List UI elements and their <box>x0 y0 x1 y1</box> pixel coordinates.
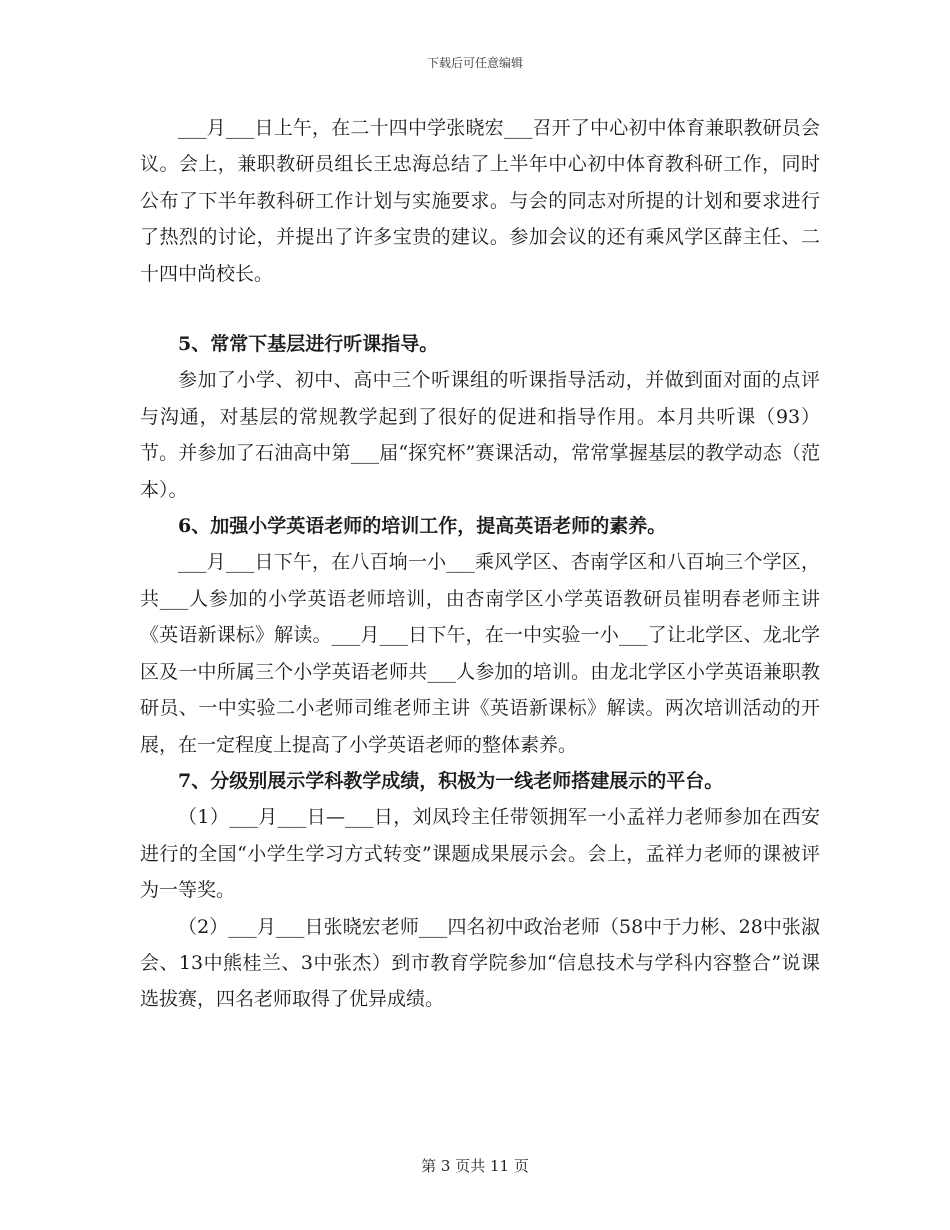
paragraph-meeting: ___月___日上午，在二十四中学张晓宏___召开了中心初中体育兼职教研员会议。会上，兼职教研员组长王忠海总结了上半年中心初中体育教科研工作，同时公布了下半年教科研工作计划与实施要求。与会的同志对所提的计划和要求进行了热烈的讨论，并提出了许多宝贵的建议。参加会议的还有乘风学区薛主任、二十四中尚校长。 <box>140 117 820 285</box>
section-heading-5: 5、常常下基层进行听课指导。 <box>178 333 439 356</box>
page-footer: 第 3 页共 11 页 <box>421 1157 529 1175</box>
paragraph-lecture-guidance: 参加了小学、初中、高中三个听课组的听课指导活动，并做到面对面的点评与沟通，对基层的常规教学起到了很好的促进和指导作用。本月共听课（93）节。并参加了石油高中第___届“探究杯”赛课活动，常常掌握基层的教学动态（范本）。 <box>140 369 820 501</box>
paragraph-item-2: （2）___月___日张晓宏老师___四名初中政治老师（58中于力彬、28中张淑会、13中熊桂兰、3中张杰）到市教育学院参加“信息技术与学科内容整合”说课选拔赛，四名老师取得了优异成绩。 <box>140 915 820 1011</box>
paragraph-item-1: （1）___月___日—___日，刘凤玲主任带领拥军一小孟祥力老师参加在西安进行的全国“小学生学习方式转变”课题成果展示会。会上，孟祥力老师的课被评为一等奖。 <box>140 806 820 902</box>
document-body <box>140 110 820 1018</box>
section-heading-7: 7、分级别展示学科教学成绩，积极为一线老师搭建展示的平台。 <box>178 769 724 792</box>
page-header: 下载后可任意编辑 <box>426 56 523 70</box>
paragraph-english-training: ___月___日下午，在八百垧一小___乘风学区、杏南学区和八百垧三个学区，共___人参加的小学英语老师培训，由杏南学区小学英语教研员崔明春老师主讲《英语新课标》解读。___月___日下午，在一中实验一小___了让北学区、龙北学区及一中所属三个小学英语老师共___人参加的培训。由龙北学区小学英语兼职教研员、一中实验二小老师司维老师主讲《英语新课标》解读。两次培训活动的开展，在一定程度上提高了小学英语老师的整体素养。 <box>140 551 820 756</box>
section-heading-6: 6、加强小学英语老师的培训工作，提高英语老师的素养。 <box>178 515 667 538</box>
spacer <box>140 292 820 326</box>
